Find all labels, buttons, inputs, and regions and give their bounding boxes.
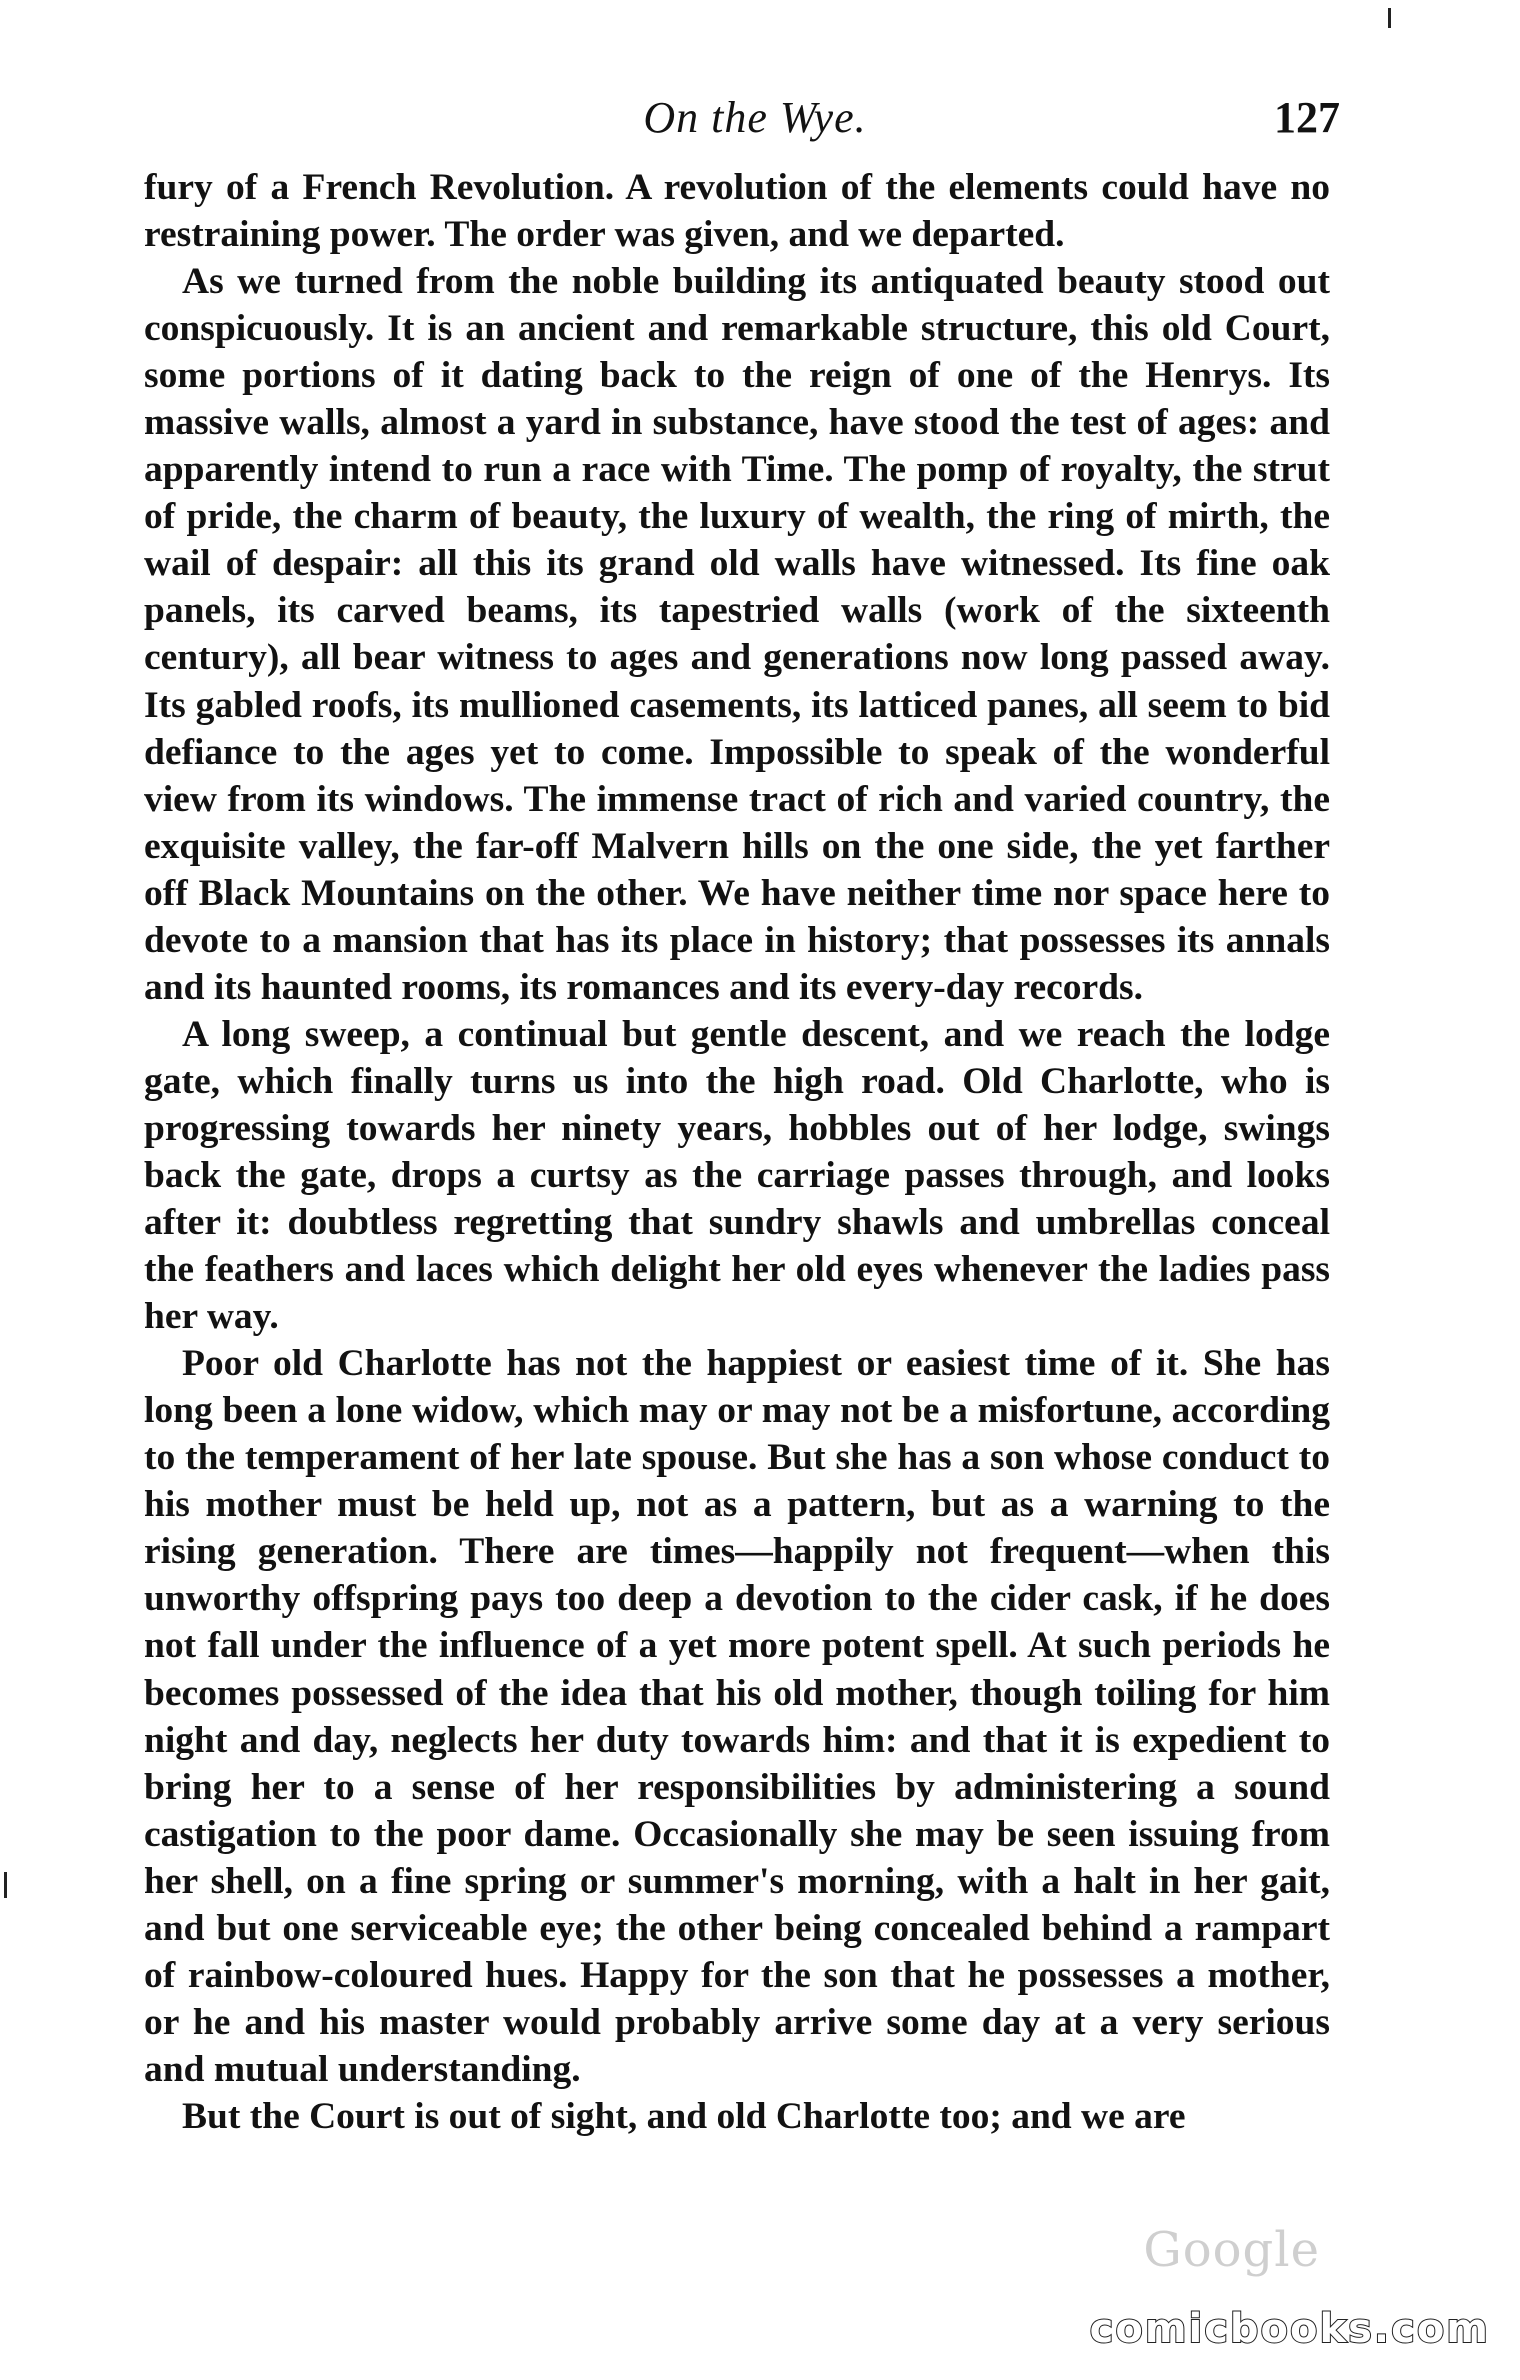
paragraph: A long sweep, a continual but gentle descent, and we reach the lodge gate, which finally turns us into the high road. Old Charlotte, who is progressing towards her ninety years, hobbles out of her lodge, swings back the gate, drops a curtsy as the carriage passes through, and looks after it: doubtless regretting that sundry shawls and umbrellas conceal the feathers and laces which delight her old eyes whenever the ladies pass her way.	[144, 1013, 1330, 1338]
paragraph: But the Court is out of sight, and old Charlotte too; and we are	[182, 2095, 1186, 2137]
page-number: 127	[1274, 93, 1340, 142]
paragraph: As we turned from the noble building its antiquated beauty stood out conspicuously. It is an ancient and remarkable structure, this old Court, some portions of it dating back to the reign of one of the Henrys. Its massive walls, almost a yard in substance, have stood the test of ages: and apparently intend to run a race with Time. The pomp of royalty, the strut of pride, the charm of beauty, the luxury of wealth, the ring of mirth, the wail of despair: all this its grand old walls have witnessed. Its fine oak panels, its carved beams, its tapestried walls (work of the sixteenth century), all bear witness to ages and generations now long passed away. Its gabled roofs, its mullioned casements, its latticed panes, all seem to bid defiance to the ages yet to come. Impossible to speak of the wonderful view from its windows. The immense tract of rich and varied country, the exquisite valley, the far-off Malvern hills on the one side, the yet farther off Black Mountains on the other. We have neither time nor space here to devote to a mansion that has its place in history; that possesses its annals and its haunted rooms, its romances and its every-day records.	[144, 261, 1330, 1008]
digitizer-watermark: Google	[1143, 2222, 1320, 2278]
running-title: On the Wye.	[643, 93, 867, 142]
margin-mark	[4, 1872, 7, 1898]
paragraph: Poor old Charlotte has not the happiest or easiest time of it. She has long been a lone widow, which may or may not be a misfortune, according to the temperament of her late spouse. But she has a son whose conduct to his mother must be held up, not as a pattern, but as a warning to the rising generation. There are times—happily not frequent—when this unworthy offspring pays too deep a devotion to the cider cask, if he does not fall under the influence of a yet more potent spell. At such periods he becomes possessed of the idea that his old mother, though toiling for him night and day, neglects her duty towards him: and that it is expedient to bring her to a sense of her responsibilities by administering a sound castigation to the poor dame. Occasionally she may be seen issuing from her shell, on a fine spring or summer's morning, with a halt in her gait, and but one serviceable eye; the other being concealed behind a rampart of rainbow-coloured hues. Happy for the son that he possesses a mother, or he and his master would probably arrive some day at a very serious and mutual understanding.	[144, 1343, 1330, 2090]
margin-mark	[1388, 8, 1391, 28]
site-logo: comicbooks.com	[1089, 2306, 1490, 2352]
paragraph: fury of a French Revolution. A revolution of the elements could have no restraining power. The order was given, and we departed.	[144, 167, 1330, 256]
body-text	[144, 164, 1330, 2140]
page-header	[170, 92, 1340, 152]
